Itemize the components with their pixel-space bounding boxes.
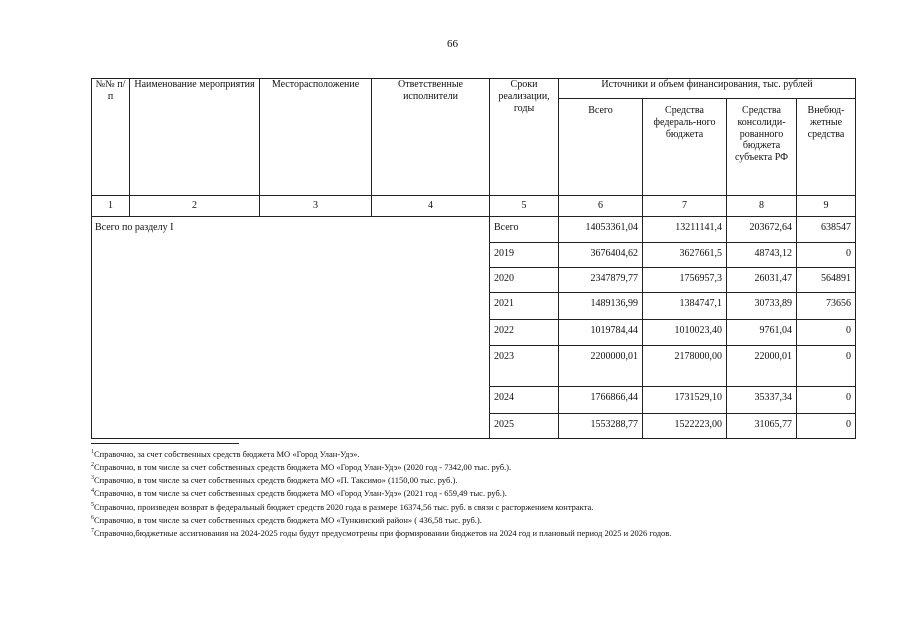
regional-cell: 35337,34 [727, 387, 797, 414]
federal-cell: 1522223,00 [643, 414, 727, 439]
header-row [92, 79, 856, 99]
header-location: Месторасположение [260, 79, 372, 196]
column-number: 3 [260, 196, 372, 217]
table-row [92, 217, 856, 243]
federal-cell: 2178000,00 [643, 346, 727, 387]
footnote [91, 526, 861, 539]
header-timeframe: Сроки реализации, годы [490, 79, 559, 196]
column-number: 1 [92, 196, 130, 217]
footnote-mark: 5 [91, 501, 94, 508]
section-total-label: Всего по разделу I [92, 217, 490, 439]
regional-cell: 22000,01 [727, 346, 797, 387]
total-cell: 1766866,44 [559, 387, 643, 414]
footnote-mark: 2 [91, 462, 94, 469]
column-number: 6 [559, 196, 643, 217]
header-responsible: Ответственные исполнители [372, 79, 490, 196]
regional-cell: 9761,04 [727, 320, 797, 346]
period-cell: 2021 [490, 293, 559, 320]
off-budget-cell: 0 [797, 387, 856, 414]
footnote [91, 447, 861, 460]
federal-cell: 1010023,40 [643, 320, 727, 346]
total-cell: 3676404,62 [559, 243, 643, 268]
off-budget-cell: 0 [797, 414, 856, 439]
footnote [91, 460, 861, 473]
footnote-text: Справочно, в том числе за счет собственных средств бюджета МО «Тункинский район» ( 436,58 тыс. руб.). [94, 514, 482, 525]
header-funding-sources: Источники и объем финансирования, тыс. рублей [559, 79, 856, 99]
total-cell: 14053361,04 [559, 217, 643, 243]
footnote-text: Справочно, в том числе за счет собственных средств бюджета МО «Город Улан-Удэ» (2021 год - 659,49 тыс. руб.). [94, 488, 507, 499]
footnote-text: Справочно, произведен возврат в федеральный бюджет средств 2020 года в размере 16374,56 тыс. руб. в связи с расторжением контракта. [94, 501, 594, 512]
off-budget-cell: 0 [797, 243, 856, 268]
header-activity-name: Наименование мероприятия [130, 79, 260, 196]
period-cell: 2025 [490, 414, 559, 439]
period-cell: 2020 [490, 268, 559, 293]
total-cell: 2200000,01 [559, 346, 643, 387]
total-cell: 1489136,99 [559, 293, 643, 320]
footnote-mark: 7 [91, 527, 94, 534]
total-cell: 2347879,77 [559, 268, 643, 293]
off-budget-cell: 564891 [797, 268, 856, 293]
column-number-row [92, 196, 856, 217]
federal-cell: 13211141,4 [643, 217, 727, 243]
column-number: 4 [372, 196, 490, 217]
header-regional-budget: Средства консолиди-рованного бюджета субъекта РФ [727, 99, 797, 196]
total-cell: 1019784,44 [559, 320, 643, 346]
page-number: 66 [447, 38, 458, 50]
header-number: №№ п/п [92, 79, 130, 196]
column-number: 2 [130, 196, 260, 217]
header-federal-budget: Средства федераль-ного бюджета [643, 99, 727, 196]
period-cell: 2019 [490, 243, 559, 268]
footnotes [91, 443, 861, 539]
footnote-divider [91, 443, 239, 444]
regional-cell: 48743,12 [727, 243, 797, 268]
footnote [91, 473, 861, 486]
regional-cell: 26031,47 [727, 268, 797, 293]
footnote-text: Справочно, в том числе за счет собственных средств бюджета МО «Город Улан-Удэ» (2020 год - 7342,00 тыс. руб.). [94, 461, 512, 472]
federal-cell: 1731529,10 [643, 387, 727, 414]
footnote-text: Справочно,бюджетные ассигнования на 2024-2025 годы будут предусмотрены при формировании бюджетов на 2024 год и плановый период 2025 и 2026 годов. [94, 527, 672, 538]
off-budget-cell: 0 [797, 320, 856, 346]
total-cell: 1553288,77 [559, 414, 643, 439]
column-number: 9 [797, 196, 856, 217]
period-cell: Всего [490, 217, 559, 243]
period-cell: 2024 [490, 387, 559, 414]
column-number: 8 [727, 196, 797, 217]
regional-cell: 31065,77 [727, 414, 797, 439]
off-budget-cell: 73656 [797, 293, 856, 320]
regional-cell: 30733,89 [727, 293, 797, 320]
header-total: Всего [559, 99, 643, 196]
footnote [91, 513, 861, 526]
off-budget-cell: 638547 [797, 217, 856, 243]
federal-cell: 1756957,3 [643, 268, 727, 293]
header-off-budget: Внебюд-жетные средства [797, 99, 856, 196]
off-budget-cell: 0 [797, 346, 856, 387]
footnote-mark: 3 [91, 475, 94, 482]
footnote-text: Справочно, в том числе за счет собственных средств бюджета МО «П. Таксимо» (1150,00 тыс. руб.). [94, 475, 458, 486]
footnote [91, 486, 861, 499]
period-cell: 2022 [490, 320, 559, 346]
footnote-mark: 6 [91, 514, 94, 521]
federal-cell: 3627661,5 [643, 243, 727, 268]
financing-table [91, 78, 856, 439]
period-cell: 2023 [490, 346, 559, 387]
federal-cell: 1384747,1 [643, 293, 727, 320]
regional-cell: 203672,64 [727, 217, 797, 243]
footnote-text: Справочно, за счет собственных средств бюджета МО «Город Улан-Удэ». [94, 448, 360, 459]
column-number: 7 [643, 196, 727, 217]
footnote [91, 500, 861, 513]
footnote-mark: 4 [91, 488, 94, 495]
footnote-mark: 1 [91, 449, 94, 455]
column-number: 5 [490, 196, 559, 217]
